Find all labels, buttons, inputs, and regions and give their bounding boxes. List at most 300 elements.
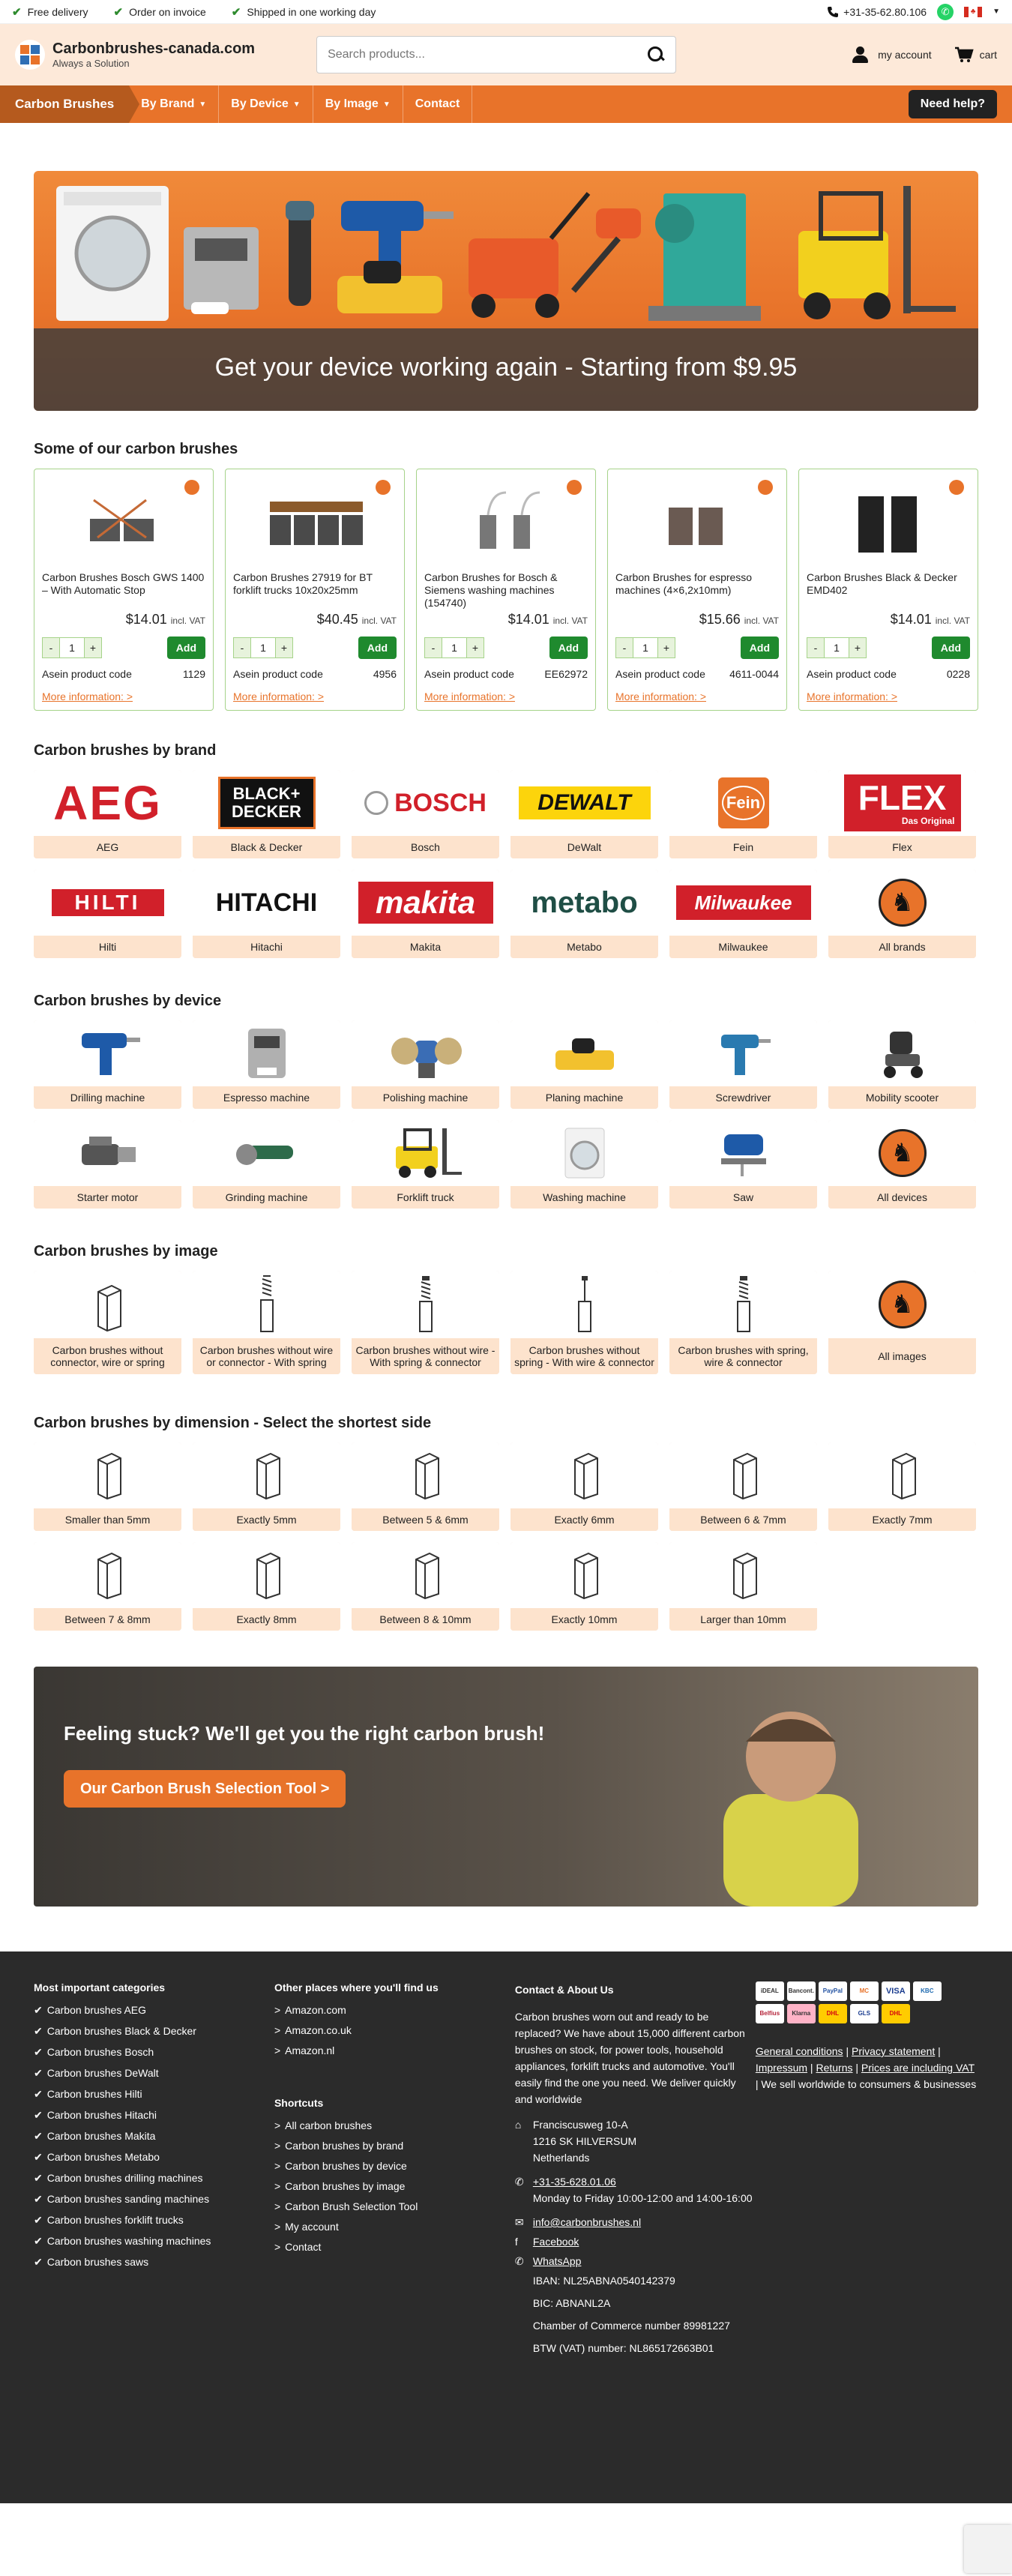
asein-row bbox=[615, 668, 779, 680]
footer-categories bbox=[34, 1981, 274, 2458]
footer-legal bbox=[756, 1981, 978, 2458]
search-bar bbox=[316, 36, 676, 73]
footer-shortcut-link[interactable] bbox=[274, 2140, 515, 2152]
footer-category-link[interactable] bbox=[34, 2172, 274, 2185]
brand-tile-metabo[interactable] bbox=[510, 870, 658, 958]
product-image[interactable] bbox=[615, 478, 779, 567]
product-card bbox=[225, 469, 405, 711]
tile-label: All brands bbox=[828, 936, 976, 958]
quantity-stepper bbox=[424, 637, 484, 658]
quantity-input[interactable]: 1 bbox=[442, 638, 467, 657]
address-block bbox=[515, 2116, 756, 2166]
caret-down-icon: ▼ bbox=[199, 100, 207, 109]
tile-label: Between 6 & 7mm bbox=[669, 1508, 817, 1531]
tile-label: Polishing machine bbox=[352, 1086, 499, 1109]
tile-label: Between 8 & 10mm bbox=[352, 1608, 499, 1631]
tile-label: Flex bbox=[828, 836, 976, 858]
image-tile-all[interactable] bbox=[828, 1271, 976, 1374]
footer-external-link[interactable] bbox=[274, 2044, 515, 2056]
link-label: My account bbox=[285, 2221, 339, 2233]
footer-category-link[interactable] bbox=[34, 2025, 274, 2038]
hero-title: Get your device working again - Starting from $9.95 bbox=[214, 353, 798, 382]
site-name: Carbonbrushes-canada.com bbox=[52, 40, 256, 57]
footer-shortcut-link[interactable] bbox=[274, 2241, 515, 2253]
more-information-link[interactable]: More information: > bbox=[233, 690, 324, 702]
brush-spring-connector-icon bbox=[407, 1275, 445, 1334]
brush-outline-icon bbox=[248, 1549, 286, 1601]
link-label: Contact bbox=[285, 2241, 322, 2253]
add-to-cart-button[interactable]: Add bbox=[167, 637, 205, 659]
dimension-tile[interactable] bbox=[510, 1542, 658, 1631]
tile-label: Carbon brushes with spring, wire & connector bbox=[669, 1338, 817, 1374]
tile-label: Carbon brushes without wire or connector - With spring bbox=[193, 1338, 340, 1374]
device-grid bbox=[34, 1020, 978, 1209]
decrement-button[interactable]: - bbox=[43, 638, 59, 657]
device-tile-forklift-truck[interactable] bbox=[352, 1120, 499, 1209]
chevron-right-icon: > bbox=[274, 2140, 281, 2152]
brand-tile-hilti[interactable] bbox=[34, 870, 181, 958]
polishing-machine-icon bbox=[388, 1026, 463, 1081]
brand-tile-flex[interactable] bbox=[828, 770, 976, 858]
tile-label: Forklift truck bbox=[352, 1186, 499, 1209]
decrement-button[interactable]: - bbox=[807, 638, 824, 657]
check-icon: ✔ bbox=[34, 2172, 43, 2184]
brand-tile-bosch[interactable] bbox=[352, 770, 499, 858]
link-label: Carbon brushes Black & Decker bbox=[46, 2025, 196, 2037]
user-icon bbox=[852, 46, 872, 63]
brand-tile-all[interactable] bbox=[828, 870, 976, 958]
screwdriver-icon bbox=[714, 1027, 774, 1080]
address-line: Franciscusweg 10-A bbox=[532, 2119, 628, 2131]
check-icon: ✔ bbox=[34, 2151, 43, 2163]
product-badge-icon bbox=[184, 480, 199, 495]
product-image[interactable] bbox=[233, 478, 397, 567]
ideal-icon: iDEAL bbox=[756, 1981, 784, 2001]
main-nav bbox=[0, 85, 1012, 123]
caret-down-icon: ▼ bbox=[292, 100, 301, 109]
nav-by-device[interactable] bbox=[219, 85, 313, 123]
black-decker-logo bbox=[218, 777, 316, 829]
increment-button[interactable]: + bbox=[276, 638, 292, 657]
tile-label: Between 5 & 6mm bbox=[352, 1508, 499, 1531]
usp-label: Order on invoice bbox=[129, 5, 206, 18]
product-name[interactable]: Carbon Brushes for espresso machines (4×6,2x10mm) bbox=[615, 571, 753, 596]
kbc-icon: KBC bbox=[913, 1981, 942, 2001]
general-conditions-link[interactable]: General conditions bbox=[755, 2045, 843, 2057]
quantity-stepper bbox=[807, 637, 867, 658]
product-name[interactable]: Carbon Brushes 27919 for BT forklift trucks 10x20x25mm bbox=[233, 571, 373, 596]
link-label: Amazon.com bbox=[285, 2004, 346, 2016]
hitachi-logo: HITACHI bbox=[215, 888, 318, 917]
product-image[interactable] bbox=[424, 478, 588, 567]
tile-label: Smaller than 5mm bbox=[34, 1508, 181, 1531]
footer-category-link[interactable] bbox=[34, 2235, 274, 2248]
link-label: Carbon brushes washing machines bbox=[46, 2235, 211, 2247]
add-to-cart-button[interactable]: Add bbox=[741, 637, 779, 659]
nav-label: By Brand bbox=[141, 97, 195, 110]
logo-text: FLEX bbox=[858, 778, 947, 817]
dimension-tile[interactable] bbox=[510, 1442, 658, 1531]
facebook-icon: f bbox=[514, 2236, 518, 2248]
fein-logo bbox=[718, 777, 769, 828]
chamber-of-commerce: Chamber of Commerce number 89981227 bbox=[532, 2320, 730, 2332]
opening-hours: Monday to Friday 10:00-12:00 and 14:00-16:00 bbox=[532, 2192, 753, 2204]
nav-home-carbon-brushes[interactable]: Carbon Brushes bbox=[0, 85, 129, 123]
link-label: Carbon brushes sanding machines bbox=[46, 2193, 210, 2205]
quantity-input[interactable]: 1 bbox=[59, 638, 85, 657]
brand-tile-milwaukee[interactable] bbox=[669, 870, 817, 958]
add-to-cart-button[interactable]: Add bbox=[549, 637, 588, 659]
selection-tool-banner bbox=[34, 1667, 978, 1907]
incl-vat: incl. VAT bbox=[552, 616, 588, 626]
impressum-link[interactable]: Impressum bbox=[755, 2062, 808, 2074]
canada-flag-icon[interactable]: ♣ bbox=[964, 7, 982, 17]
incl-vat: incl. VAT bbox=[935, 616, 970, 626]
my-account-link[interactable] bbox=[852, 46, 932, 63]
usp-order-invoice bbox=[114, 5, 206, 19]
footer-category-link[interactable] bbox=[34, 2256, 274, 2269]
tile-label: Carbon brushes without wire - With spring & connector bbox=[352, 1338, 499, 1374]
products-section-title: Some of our carbon brushes bbox=[34, 441, 238, 457]
device-tile-starter-motor[interactable] bbox=[34, 1120, 181, 1209]
logo-text: BOSCH bbox=[394, 788, 487, 817]
chevron-right-icon: > bbox=[274, 2180, 281, 2192]
washing-machine-icon bbox=[562, 1125, 607, 1181]
link-label: Carbon brushes forklift trucks bbox=[46, 2214, 184, 2226]
site-tagline: Always a Solution bbox=[52, 58, 130, 69]
iban: IBAN: NL25ABNA0540142379 bbox=[532, 2275, 675, 2287]
search-input[interactable] bbox=[328, 48, 647, 61]
footer-shortcut-link[interactable] bbox=[274, 2200, 515, 2212]
metabo-logo: metabo bbox=[531, 885, 638, 919]
asein-label: Asein product code bbox=[615, 668, 705, 680]
chevron-right-icon: > bbox=[274, 2200, 281, 2212]
all-horse-icon: ♞ bbox=[879, 1129, 927, 1177]
flex-logo bbox=[844, 774, 961, 831]
brush-outline-icon bbox=[725, 1549, 762, 1601]
tile-label: All devices bbox=[828, 1186, 976, 1209]
footer-phone-link[interactable]: +31-35-628.01.06 bbox=[532, 2176, 616, 2188]
brush-outline-icon bbox=[566, 1549, 603, 1601]
tile-label: Screwdriver bbox=[669, 1086, 817, 1109]
product-name[interactable]: Carbon Brushes Black & Decker EMD402 bbox=[807, 571, 957, 596]
product-price bbox=[42, 612, 205, 628]
devices-section-title: Carbon brushes by device bbox=[34, 993, 222, 1009]
footer-shortcut-link[interactable] bbox=[274, 2160, 515, 2172]
need-help-button[interactable]: Need help? bbox=[909, 90, 997, 118]
more-information-link[interactable]: More information: > bbox=[424, 690, 515, 702]
footer-category-link[interactable] bbox=[34, 2151, 274, 2164]
tile-label: Espresso machine bbox=[193, 1086, 340, 1109]
check-icon: ✔ bbox=[231, 5, 241, 19]
dimension-tile[interactable] bbox=[193, 1542, 340, 1631]
check-icon: ✔ bbox=[34, 2130, 43, 2142]
klarna-icon: Klarna bbox=[787, 2004, 816, 2023]
product-price bbox=[615, 612, 779, 628]
footer-category-link[interactable] bbox=[34, 2214, 274, 2227]
dimension-tile[interactable] bbox=[352, 1442, 499, 1531]
nav-by-image[interactable] bbox=[313, 85, 403, 123]
add-to-cart-button[interactable]: Add bbox=[358, 637, 397, 659]
drill-icon bbox=[74, 1027, 142, 1080]
footer-other-places bbox=[274, 1981, 515, 2458]
image-tile-no-connector[interactable] bbox=[34, 1271, 181, 1374]
asein-row bbox=[42, 668, 205, 680]
brand-tile-makita[interactable] bbox=[352, 870, 499, 958]
price-value: $15.66 bbox=[699, 612, 741, 627]
site-logo[interactable] bbox=[15, 40, 255, 70]
worldwide-text: We sell worldwide to consumers & businesses bbox=[761, 2078, 977, 2090]
email-link[interactable]: info@carbonbrushes.nl bbox=[532, 2216, 642, 2228]
search-icon[interactable] bbox=[647, 46, 665, 64]
espresso-machine-icon bbox=[241, 1026, 293, 1081]
quantity-input[interactable]: 1 bbox=[250, 638, 276, 657]
footer-external-link[interactable] bbox=[274, 2024, 515, 2036]
price-value: $14.01 bbox=[890, 612, 932, 627]
device-tile-washing-machine[interactable] bbox=[510, 1120, 658, 1209]
check-icon: ✔ bbox=[34, 2088, 43, 2100]
tile-label: Bosch bbox=[352, 836, 499, 858]
chevron-right-icon: > bbox=[274, 2044, 281, 2056]
hero-banner[interactable] bbox=[34, 171, 978, 411]
quantity-input[interactable]: 1 bbox=[633, 638, 658, 657]
paypal-icon: PayPal bbox=[819, 1981, 847, 2001]
link-label: Carbon brushes Metabo bbox=[46, 2151, 160, 2163]
cart-icon bbox=[954, 46, 974, 63]
tile-label: Between 7 & 8mm bbox=[34, 1608, 181, 1631]
images-section-title: Carbon brushes by image bbox=[34, 1243, 218, 1260]
bosch-logo bbox=[364, 789, 487, 818]
dimension-tile[interactable] bbox=[34, 1542, 181, 1631]
dimension-grid bbox=[34, 1442, 978, 1631]
home-icon: ⌂ bbox=[514, 2119, 522, 2131]
device-tile-polishing-machine[interactable] bbox=[352, 1020, 499, 1109]
returns-link[interactable]: Returns bbox=[816, 2062, 853, 2074]
link-label: Carbon brushes AEG bbox=[46, 2004, 147, 2016]
prices-vat-link[interactable]: Prices are including VAT bbox=[861, 2062, 975, 2074]
makita-logo: makita bbox=[358, 882, 493, 924]
phone-icon: ✆ bbox=[514, 2176, 524, 2188]
facebook-link[interactable]: Facebook bbox=[532, 2236, 579, 2248]
brands-section-title: Carbon brushes by brand bbox=[34, 742, 217, 759]
brush-wire-connector-icon bbox=[566, 1275, 603, 1334]
footer-contact bbox=[515, 1981, 756, 2458]
link-label: Carbon brushes drilling machines bbox=[46, 2172, 203, 2184]
forklift-icon bbox=[388, 1125, 463, 1181]
footer-category-link[interactable] bbox=[34, 2109, 274, 2122]
whatsapp-icon[interactable]: ✆ bbox=[937, 4, 954, 20]
link-label: All carbon brushes bbox=[285, 2119, 373, 2131]
tile-label: Hitachi bbox=[193, 936, 340, 958]
link-label: Carbon Brush Selection Tool bbox=[285, 2200, 418, 2212]
check-icon: ✔ bbox=[34, 2256, 43, 2268]
site-footer bbox=[0, 1951, 1012, 2503]
nav-contact[interactable] bbox=[403, 85, 473, 123]
device-tile-screwdriver[interactable] bbox=[669, 1020, 817, 1109]
device-tile-grinding-machine[interactable] bbox=[193, 1120, 340, 1209]
tile-label: Black & Decker bbox=[193, 836, 340, 858]
decrement-button[interactable]: - bbox=[234, 638, 250, 657]
footer-category-link[interactable] bbox=[34, 2130, 274, 2143]
tile-label: Exactly 6mm bbox=[510, 1508, 658, 1531]
product-name[interactable]: Carbon Brushes Bosch GWS 1400 – With Automatic Stop bbox=[42, 571, 205, 596]
chevron-down-icon[interactable]: ▼ bbox=[993, 7, 1000, 16]
product-card bbox=[34, 469, 214, 711]
recaptcha-badge[interactable] bbox=[964, 2525, 1012, 2573]
brand-tile-dewalt[interactable] bbox=[510, 770, 658, 858]
product-card bbox=[798, 469, 978, 711]
asein-row bbox=[807, 668, 970, 680]
dimension-tile[interactable] bbox=[352, 1542, 499, 1631]
privacy-statement-link[interactable]: Privacy statement bbox=[851, 2045, 936, 2057]
product-badge-icon bbox=[949, 480, 964, 495]
dimension-tile[interactable] bbox=[193, 1442, 340, 1531]
link-label: Carbon brushes Makita bbox=[46, 2130, 156, 2142]
product-price bbox=[233, 612, 397, 628]
check-icon: ✔ bbox=[34, 2235, 43, 2247]
usp-shipping bbox=[232, 5, 376, 19]
asein-code: 4956 bbox=[373, 668, 397, 680]
nav-label: Contact bbox=[415, 97, 460, 110]
brand-tile-fein[interactable] bbox=[669, 770, 817, 858]
link-label: Carbon brushes by device bbox=[285, 2160, 407, 2172]
address-line: 1216 SK HILVERSUM bbox=[532, 2135, 637, 2147]
aeg-logo: AEG bbox=[53, 776, 162, 830]
more-information-link[interactable]: More information: > bbox=[615, 690, 706, 702]
tile-label: Larger than 10mm bbox=[669, 1608, 817, 1631]
chevron-right-icon: > bbox=[274, 2160, 281, 2172]
tile-label: Starter motor bbox=[34, 1186, 181, 1209]
image-tile-spring-wire-connector[interactable] bbox=[669, 1271, 817, 1374]
brand-tile-hitachi[interactable] bbox=[193, 870, 340, 958]
payment-methods bbox=[756, 1981, 943, 2023]
device-tile-planing-machine[interactable] bbox=[510, 1020, 658, 1109]
tile-label: Exactly 7mm bbox=[828, 1508, 976, 1531]
footer-heading: Contact & About Us bbox=[514, 1984, 614, 1996]
asein-code: 0228 bbox=[946, 668, 970, 680]
decrement-button[interactable]: - bbox=[425, 638, 442, 657]
footer-shortcut-link[interactable] bbox=[274, 2221, 515, 2233]
incl-vat: incl. VAT bbox=[361, 616, 397, 626]
brush-spring-wire-connector-icon bbox=[725, 1275, 762, 1334]
increment-button[interactable]: + bbox=[849, 638, 866, 657]
selection-tool-button[interactable]: Our Carbon Brush Selection Tool > bbox=[64, 1770, 346, 1808]
tile-label: Washing machine bbox=[510, 1186, 658, 1209]
increment-button[interactable]: + bbox=[85, 638, 101, 657]
product-card bbox=[416, 469, 596, 711]
footer-category-link[interactable] bbox=[34, 2088, 274, 2101]
asein-code: 4611-0044 bbox=[729, 668, 779, 680]
more-information-link[interactable]: More information: > bbox=[807, 690, 897, 702]
footer-category-link[interactable] bbox=[34, 2067, 274, 2080]
belfius-icon: Belfius bbox=[756, 2004, 784, 2023]
brush-outline-icon bbox=[248, 1449, 286, 1502]
logo-text: HILTI bbox=[74, 891, 141, 914]
footer-external-link[interactable] bbox=[274, 2004, 515, 2016]
asein-row bbox=[233, 668, 397, 680]
planer-icon bbox=[551, 1031, 618, 1076]
brush-outline-icon bbox=[566, 1449, 603, 1502]
tile-label: Drilling machine bbox=[34, 1086, 181, 1109]
check-icon: ✔ bbox=[34, 2004, 43, 2016]
dimension-tile[interactable] bbox=[34, 1442, 181, 1531]
image-grid bbox=[34, 1271, 978, 1374]
asein-code: 1129 bbox=[182, 668, 205, 680]
usp-label: Free delivery bbox=[27, 5, 88, 18]
cart-label: cart bbox=[979, 49, 997, 61]
tile-label: Hilti bbox=[34, 936, 181, 958]
phone-link[interactable] bbox=[827, 6, 927, 18]
footer-shortcut-link[interactable] bbox=[274, 2119, 515, 2131]
nav-by-brand[interactable] bbox=[129, 85, 219, 123]
footer-category-link[interactable] bbox=[34, 2193, 274, 2206]
product-name[interactable]: Carbon Brushes for Bosch & Siemens washing machines (154740) bbox=[424, 571, 558, 609]
product-image[interactable] bbox=[807, 478, 970, 567]
product-badge-icon bbox=[567, 480, 582, 495]
dimension-tile[interactable] bbox=[669, 1542, 817, 1631]
device-tile-all[interactable] bbox=[828, 1120, 976, 1209]
whatsapp-link[interactable]: WhatsApp bbox=[532, 2255, 582, 2267]
incl-vat: incl. VAT bbox=[170, 616, 205, 626]
device-tile-drilling-machine[interactable] bbox=[34, 1020, 181, 1109]
more-information-link[interactable]: More information: > bbox=[42, 690, 133, 702]
chevron-right-icon: > bbox=[274, 2221, 281, 2233]
link-label: Carbon brushes by image bbox=[285, 2180, 406, 2192]
price-value: $14.01 bbox=[125, 612, 167, 627]
logo-mark-icon bbox=[15, 40, 45, 70]
dimension-tile[interactable] bbox=[828, 1442, 976, 1531]
footer-category-link[interactable] bbox=[34, 2046, 274, 2059]
cart-link[interactable] bbox=[954, 46, 997, 63]
quantity-input[interactable]: 1 bbox=[824, 638, 849, 657]
increment-button[interactable]: + bbox=[467, 638, 484, 657]
legal-links: General conditions | Privacy statement | Impressum | Returns | Prices are including VAT | We sell worldwide to consumers & businesses bbox=[755, 2045, 977, 2090]
gls-icon: GLS bbox=[850, 2004, 879, 2023]
increment-button[interactable]: + bbox=[658, 638, 675, 657]
decrement-button[interactable]: - bbox=[616, 638, 633, 657]
usp-label: Shipped in one working day bbox=[247, 5, 376, 18]
address-line: Netherlands bbox=[532, 2152, 590, 2164]
tile-label: Mobility scooter bbox=[828, 1086, 976, 1109]
image-tile-spring-connector[interactable] bbox=[352, 1271, 499, 1374]
product-image[interactable] bbox=[42, 478, 205, 567]
brand-tile-aeg[interactable] bbox=[34, 770, 181, 858]
dimension-tile[interactable] bbox=[669, 1442, 817, 1531]
footer-heading: Shortcuts bbox=[274, 2097, 324, 2109]
add-to-cart-button[interactable]: Add bbox=[932, 637, 970, 659]
mastercard-icon: MC bbox=[850, 1981, 879, 2001]
footer-category-link[interactable] bbox=[34, 2004, 274, 2017]
vat-number: BTW (VAT) number: NL865172663B01 bbox=[532, 2342, 714, 2354]
incl-vat: incl. VAT bbox=[744, 616, 779, 626]
device-tile-espresso-machine[interactable] bbox=[193, 1020, 340, 1109]
link-label: Amazon.nl bbox=[285, 2044, 335, 2056]
device-tile-saw[interactable] bbox=[669, 1120, 817, 1209]
footer-shortcut-link[interactable] bbox=[274, 2180, 515, 2192]
brand-tile-black-decker[interactable] bbox=[193, 770, 340, 858]
image-tile-wire-connector[interactable] bbox=[510, 1271, 658, 1374]
image-tile-with-spring[interactable] bbox=[193, 1271, 340, 1374]
usp-free-delivery bbox=[12, 5, 88, 19]
bic: BIC: ABNANL2A bbox=[532, 2297, 611, 2309]
product-list bbox=[34, 469, 978, 711]
check-icon: ✔ bbox=[34, 2214, 43, 2226]
link-label: Carbon brushes DeWalt bbox=[46, 2067, 159, 2079]
brush-outline-icon bbox=[725, 1449, 762, 1502]
phone-block bbox=[515, 2173, 756, 2206]
device-tile-mobility-scooter[interactable] bbox=[828, 1020, 976, 1109]
dewalt-logo: DEWALT bbox=[519, 786, 651, 819]
